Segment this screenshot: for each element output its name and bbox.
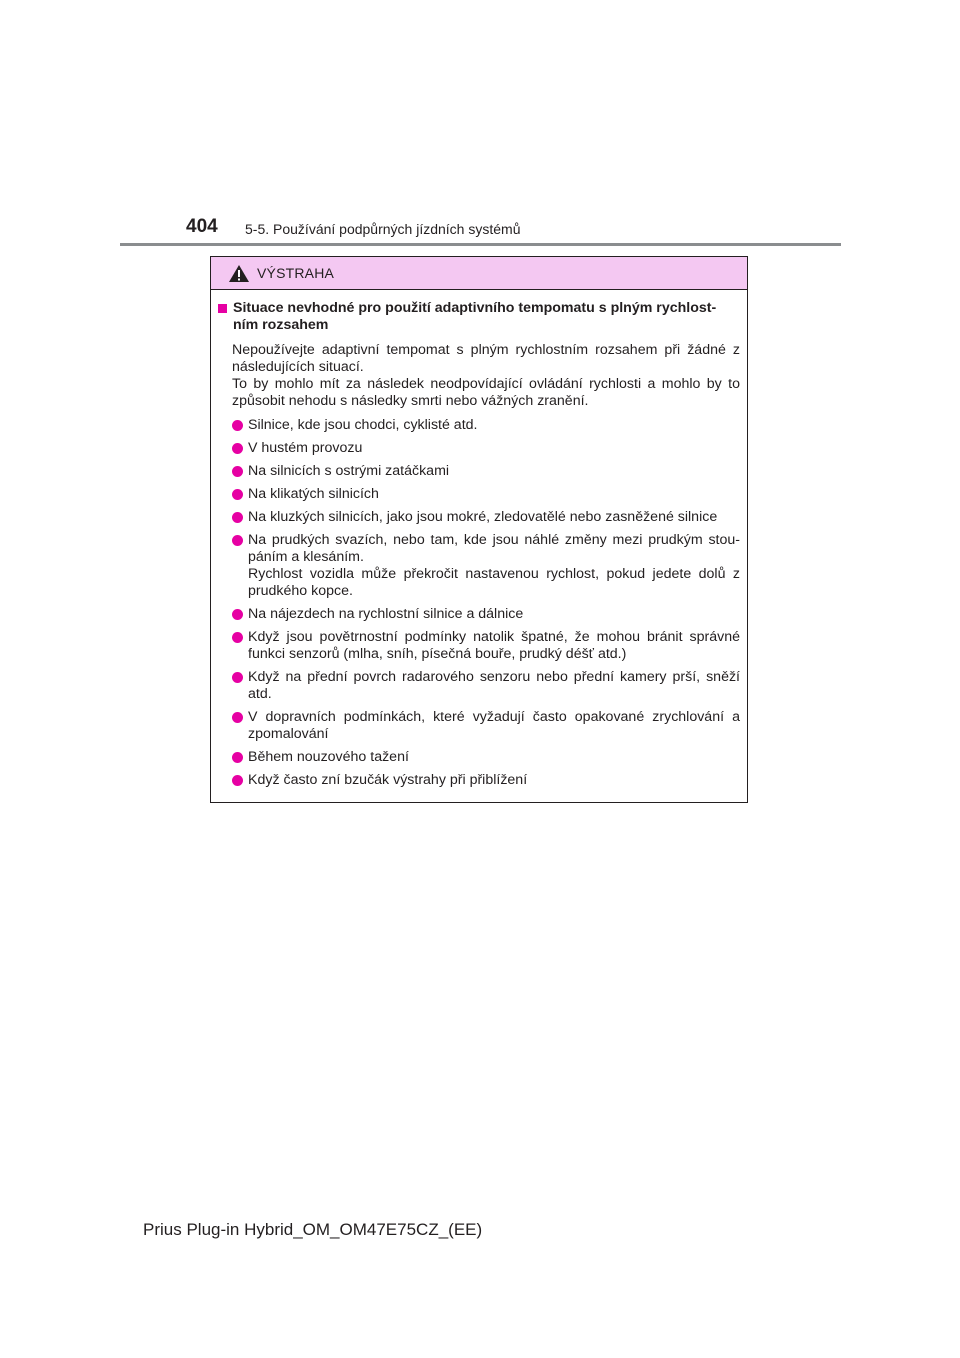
bullet-dot-icon: [232, 443, 243, 454]
page-number: 404: [186, 216, 218, 237]
list-item-text: Na nájezdech na rychlostní silnice a dálnice: [248, 606, 524, 622]
bullet-dot-icon: [232, 752, 243, 763]
bullet-dot-icon: [232, 466, 243, 477]
list-item-text: Na prudkých svazích, nebo tam, kde jsou náhlé změny mezi prudkým stou-páním a klesáním.: [248, 532, 740, 565]
subheading-text: Situace nevhodné pro použití adaptivního tempomatu s plným rychlost-ním rozsahem: [233, 300, 717, 333]
bullet-dot-icon: [232, 775, 243, 786]
warning-header: [211, 257, 747, 290]
list-item-text: V hustém provozu: [248, 440, 363, 456]
bullet-dot-icon: [232, 712, 243, 723]
section-title: 5-5. Používání podpůrných jízdních systémů: [245, 221, 521, 237]
list-item-text: Na kluzkých silnicích, jako jsou mokré, zledovatělé nebo zasněžené silnice: [248, 509, 718, 525]
list-item-text: Silnice, kde jsou chodci, cyklisté atd.: [248, 417, 478, 433]
footer-document-id: Prius Plug-in Hybrid_OM_OM47E75CZ_(EE): [143, 1220, 483, 1239]
warning-body: [211, 290, 747, 789]
bullet-dot-icon: [232, 609, 243, 620]
list-item: [232, 417, 740, 434]
list-item: [232, 606, 740, 623]
list-item: [232, 532, 740, 600]
list-item: [232, 669, 740, 703]
list-item-text: Když na přední povrch radarového senzoru nebo přední kamery prší, sněží atd.: [248, 669, 740, 702]
header-rule: [120, 243, 841, 246]
list-item: [232, 440, 740, 457]
list-item-text: Když často zní bzučák výstrahy při přiblížení: [248, 772, 528, 788]
list-item: [232, 772, 740, 789]
bullet-dot-icon: [232, 632, 243, 643]
bullet-dot-icon: [232, 672, 243, 683]
square-bullet-icon: [218, 304, 227, 313]
intro-line: To by mohlo mít za následek neodpovídající ovládání rychlosti a mohlo by to způsobit nehodu s následky smrti nebo vážných zranění.: [232, 376, 740, 409]
warning-box: [210, 256, 748, 803]
warning-label: VÝSTRAHA: [257, 265, 335, 281]
list-item: [232, 509, 740, 526]
list-item-text: Na klikatých silnicích: [248, 486, 379, 502]
list-item: [232, 463, 740, 480]
list-item-text: V dopravních podmínkách, které vyžadují často opakované zrychlování a zpomalování: [248, 709, 740, 742]
list-item: [232, 629, 740, 663]
list-item-text: Během nouzového tažení: [248, 749, 409, 765]
intro-paragraph: [232, 342, 740, 410]
situation-list: [232, 417, 740, 789]
warning-triangle-icon: [228, 264, 250, 283]
list-item-text: Rychlost vozidla může překročit nastavenou rychlost, pokud jedete dolů z prudkého kopce.: [248, 566, 740, 599]
intro-line: Nepoužívejte adaptivní tempomat s plným rychlostním rozsahem při žádné z následujících situací.: [232, 342, 740, 375]
bullet-dot-icon: [232, 489, 243, 500]
bullet-dot-icon: [232, 420, 243, 431]
list-item: [232, 486, 740, 503]
bullet-dot-icon: [232, 535, 243, 546]
list-item: [232, 709, 740, 743]
list-item-text: Když jsou povětrnostní podmínky natolik špatné, že mohou bránit správné funkci senzorů (mlha, sníh, písečná bouře, prudký déšť atd.): [248, 629, 740, 662]
bullet-dot-icon: [232, 512, 243, 523]
list-item-text: Na silnicích s ostrými zatáčkami: [248, 463, 450, 479]
list-item: [232, 749, 740, 766]
warning-subheading: [218, 300, 740, 334]
